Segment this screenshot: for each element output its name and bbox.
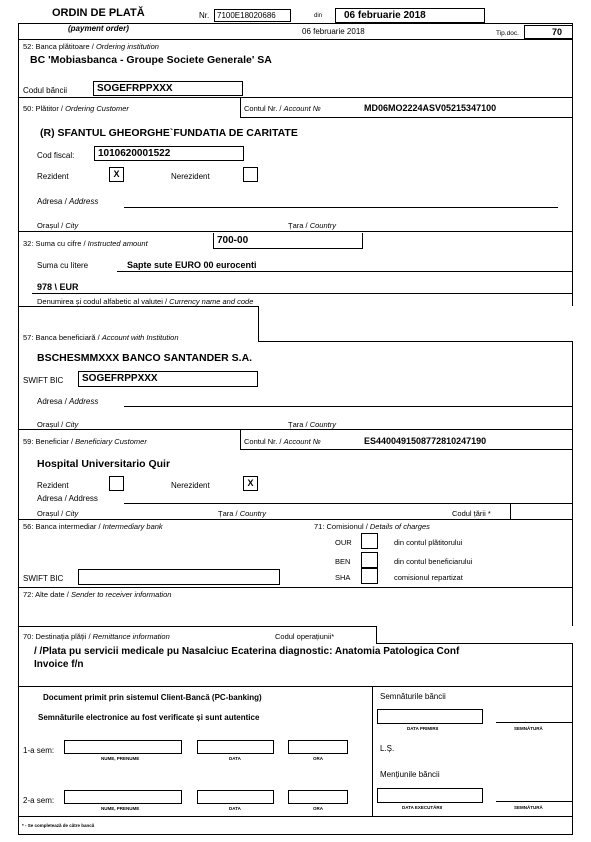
form-title: ORDIN DE PLATĂ xyxy=(52,7,145,19)
amount-words-value: Sapte sute EURO 00 eurocenti xyxy=(127,260,257,270)
bank-country-label: Țara / Country xyxy=(288,420,336,429)
opcode-field xyxy=(376,626,573,644)
sig1-name-field xyxy=(64,740,182,754)
sig1-date-caption: DATA xyxy=(229,756,241,761)
charge-code-our: OUR xyxy=(335,538,352,547)
signature-caption-2: SEMNĂTURĂ xyxy=(514,805,543,810)
signature-caption-1: SEMNĂTURĂ xyxy=(514,726,543,731)
charge-sha-checkbox[interactable] xyxy=(361,568,378,584)
fiscal-label: Cod fiscal: xyxy=(37,151,75,160)
ordering-bank-name: BC 'Mobiasbanca - Groupe Societe Generale' SA xyxy=(30,54,272,66)
beneficiary-resident-checkbox[interactable] xyxy=(109,476,124,491)
amount-value: 700-00 xyxy=(217,235,249,246)
resident-label: Rezident xyxy=(37,172,69,181)
date-executed-field xyxy=(377,788,483,803)
nr-label: Nr. xyxy=(199,11,210,20)
bank-code-label: Codul băncii xyxy=(23,86,68,95)
customer-name: (R) SFANTUL GHEORGHE`FUNDATIA DE CARITATE xyxy=(40,127,298,139)
tipdoc-value: 70 xyxy=(552,27,563,37)
sig1-name-caption: NUME, PRENUME xyxy=(101,756,140,761)
charges-label: 71: Comisionul / Details of charges xyxy=(314,522,430,531)
date-received-caption: DATA PRIMIRII xyxy=(407,726,439,731)
beneficiary-label: 59: Beneficiar / Beneficiary Customer xyxy=(23,437,147,446)
sig1-time-field xyxy=(288,740,348,754)
bank-address-label: Adresa / Address xyxy=(37,397,99,406)
intermediary-swift-field xyxy=(78,569,280,585)
charge-text-sha: comisionul repartizat xyxy=(394,573,463,582)
beneficiary-city-label: Orașul / City xyxy=(37,509,79,518)
footnote: * - Se completează de către bancă xyxy=(22,823,95,828)
date-field xyxy=(335,8,485,23)
customer-city-label: Orașul / City xyxy=(37,221,79,230)
correspondent-field xyxy=(258,306,573,342)
sig2-time-field xyxy=(288,790,348,804)
bank-code-value: SOGEFRPPXXX xyxy=(97,83,173,94)
beneficiary-name: Hospital Universitario Quir xyxy=(37,458,171,470)
sig2-label: 2-a sem: xyxy=(23,796,55,805)
date-small: 06 februarie 2018 xyxy=(302,27,365,36)
beneficiary-nonresident-checkbox[interactable] xyxy=(243,476,258,491)
resident-mark: X xyxy=(113,169,120,179)
ordering-bank-label: 52: Banca plătitoare / Ordering institution xyxy=(23,42,159,51)
beneficiary-resident-label: Rezident xyxy=(37,481,69,490)
currency-value: 978 \ EUR xyxy=(37,282,79,292)
ls-label: L.Ș. xyxy=(380,744,395,753)
charge-our-checkbox[interactable] xyxy=(361,533,378,549)
customer-account-label: Contul Nr. / Account № xyxy=(244,104,321,113)
swift-field xyxy=(78,371,258,387)
beneficiary-bank-name: BSCHESMMXXX BANCO SANTANDER S.A. xyxy=(37,352,253,364)
bank-signatures-label: Semnăturile băncii xyxy=(380,692,446,701)
sig1-time-caption: ORA xyxy=(313,756,323,761)
sig2-name-caption: NUME, PRENUME xyxy=(101,806,140,811)
amount-words-label: Suma cu litere xyxy=(37,261,89,270)
sig2-name-field xyxy=(64,790,182,804)
customer-label: 50: Plătitor / Ordering Customer xyxy=(23,104,129,113)
charge-code-sha: SHA xyxy=(335,573,351,582)
bank-city-label: Orașul / City xyxy=(37,420,79,429)
fiscal-value: 1010620001522 xyxy=(98,148,171,159)
date-received-field xyxy=(377,709,483,724)
resident-checkbox[interactable] xyxy=(109,167,124,182)
nonresident-checkbox[interactable] xyxy=(243,167,258,182)
swift-label: SWIFT BIC xyxy=(23,376,64,385)
remittance-line-2: Invoice f/n xyxy=(34,659,84,670)
nonresident-label: Nerezident xyxy=(171,172,210,181)
beneficiary-account-label: Contul Nr. / Account № xyxy=(244,437,321,446)
nr-field xyxy=(214,9,291,22)
amount-label: 32: Suma cu cifre / Instructed amount xyxy=(23,239,148,248)
sender-info-label: 72: Alte date / Sender to receiver information xyxy=(23,590,172,599)
fiscal-field xyxy=(94,146,244,161)
date-executed-caption: DATA EXECUTĂRII xyxy=(402,805,443,810)
doc-received-text: Document primit prin sistemul Client-Bancă (PC-banking) xyxy=(43,693,262,702)
beneficiary-country-label: Țara / Country xyxy=(218,509,266,518)
swift-value: SOGEFRPPXXX xyxy=(82,373,158,384)
verified-text: Semnăturile electronice au fost verificate și sunt autentice xyxy=(38,713,260,722)
beneficiary-nonresident-label: Nerezident xyxy=(171,481,210,490)
charge-text-ben: din contul beneficiarului xyxy=(394,557,473,566)
bank-code-field xyxy=(93,81,243,96)
charge-text-our: din contul plătitorului xyxy=(394,538,463,547)
nr-value: 7100E18020686 xyxy=(217,11,276,20)
tipdoc-field xyxy=(524,25,573,39)
tipdoc-label: Tip.doc. xyxy=(496,30,519,37)
intermediary-label: 56: Banca intermediar / Intermediary bank xyxy=(23,522,163,531)
sig1-date-field xyxy=(197,740,274,754)
beneficiary-address-label: Adresa / Address xyxy=(37,494,98,503)
opcode-label: Codul operațiunii* xyxy=(275,632,335,641)
country-code-label: Codul țării * xyxy=(452,509,491,518)
nonresident-mark: X xyxy=(247,478,254,488)
charge-code-ben: BEN xyxy=(335,557,351,566)
customer-account-value: MD06MO2224ASV05215347100 xyxy=(364,103,497,113)
intermediary-swift-label: SWIFT BIC xyxy=(23,574,64,583)
remittance-label: 70: Destinația plății / Remittance information xyxy=(23,632,170,641)
sig2-date-field xyxy=(197,790,274,804)
charge-ben-checkbox[interactable] xyxy=(361,552,378,568)
beneficiary-bank-label: 57: Banca beneficiară / Account with Institution xyxy=(23,333,179,342)
bank-mentions-label: Mențiunile băncii xyxy=(380,770,440,779)
customer-country-label: Țara / Country xyxy=(288,221,336,230)
amount-field xyxy=(213,233,363,249)
form-subtitle: (payment order) xyxy=(68,24,129,33)
currency-label: Denumirea și codul alfabetic al valutei / Currency name and code xyxy=(37,297,254,306)
din-label: din xyxy=(314,13,323,19)
customer-address-label: Adresa / Address xyxy=(37,197,99,206)
remittance-line-1: / /Plata pu servicii medicale pu Nasalciuc Ecaterina diagnostic: Anatomia Patologica Conf xyxy=(34,646,460,657)
sig1-label: 1-a sem: xyxy=(23,746,55,755)
date-value: 06 februarie 2018 xyxy=(344,10,426,21)
sig2-date-caption: DATA xyxy=(229,806,241,811)
sig2-time-caption: ORA xyxy=(313,806,323,811)
beneficiary-account-value: ES4400491508772810247190 xyxy=(364,436,487,446)
